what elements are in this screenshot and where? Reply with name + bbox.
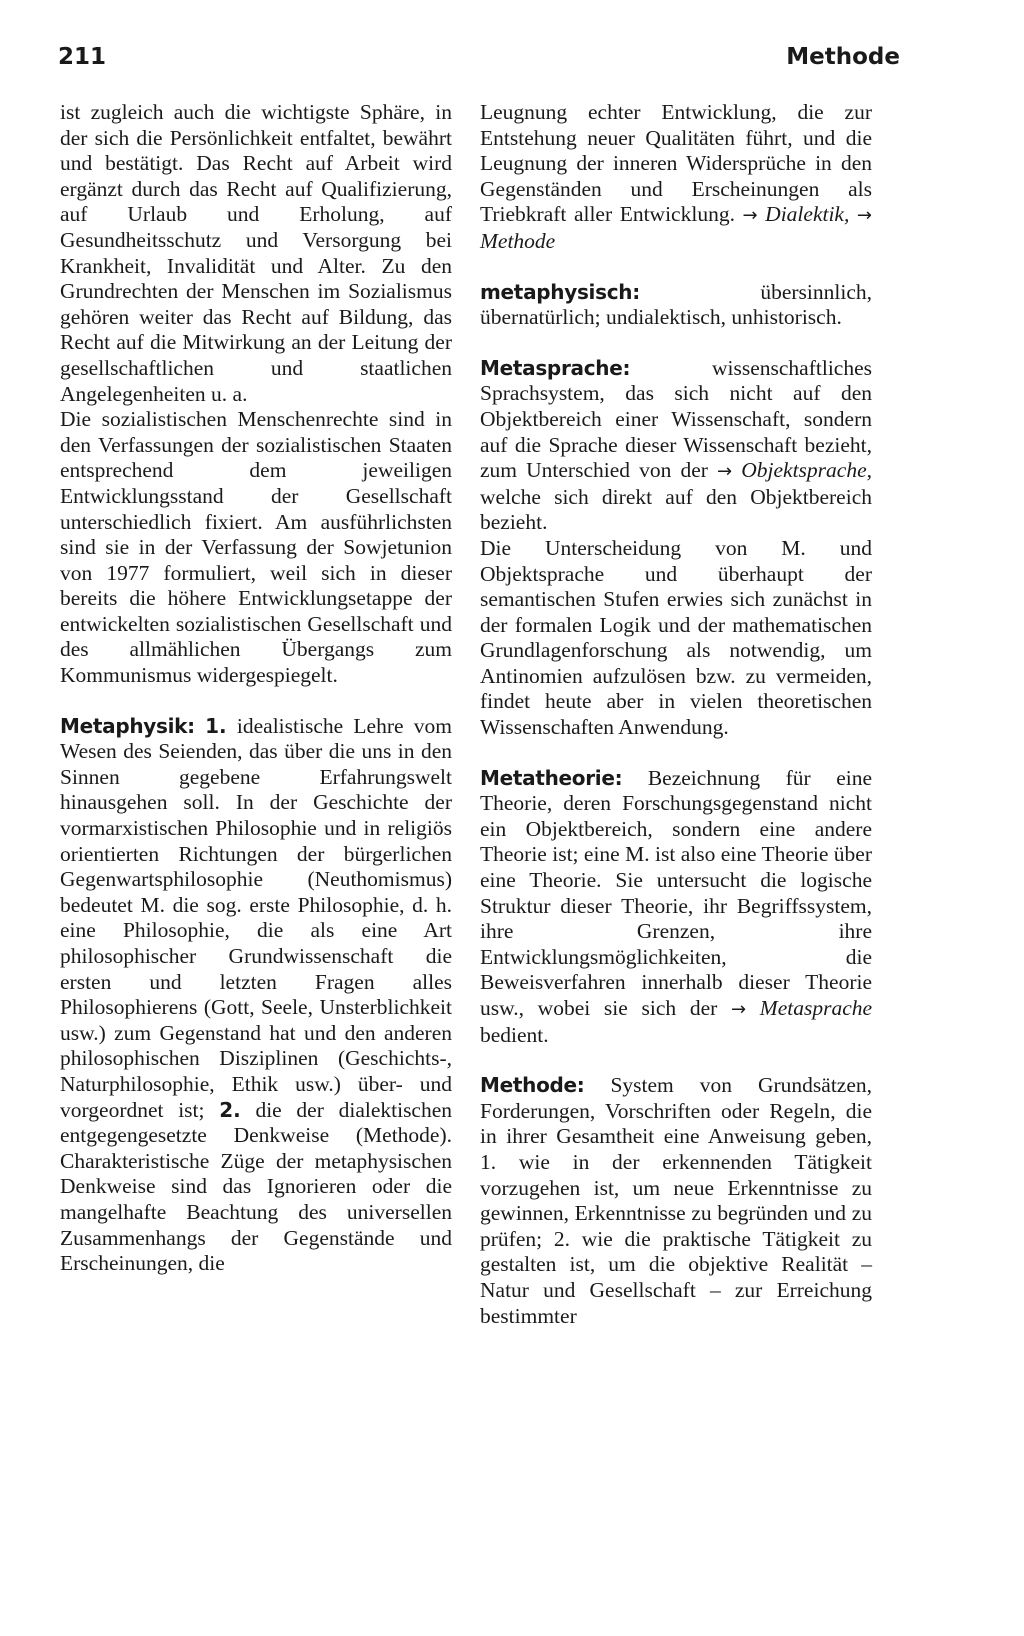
entry-text: übersinnlich, übernatürlich; undialektisch, unhistorisch. [480, 279, 872, 330]
right-column [480, 100, 872, 1329]
entry-text: welche sich direkt auf den Objektbereich bezieht. [480, 484, 872, 535]
left-column [60, 100, 452, 1277]
entry-text: die der dialektischen entgegengesetzte Denkweise (Methode). Charakteristische Züge der metaphysischen Denkweise sind das Ignorieren oder die mangelhafte Beachtung des universellen Zusammenhangs der Gegenstände und Erscheinungen, die [60, 1097, 453, 1276]
page-number: 211 [58, 44, 107, 70]
entry-metasprache [480, 356, 872, 741]
entry-text: Bezeichnung für eine Theorie, deren Forschungsgegenstand nicht ein Objektbereich, sondern eine andere Theorie ist; eine M. ist also eine Theorie über eine Theorie. Sie untersucht die logische Struktur dieser Theorie, ihr Begriffssystem, ihre Grenzen, ihre Entwicklungsmöglichkeiten, die Beweisverfahren innerhalb dieser Theorie usw., wobei sie sich der [480, 765, 872, 1020]
entry-metatheorie [480, 766, 872, 1049]
continuation-paragraph: ist zugleich auch die wichtigste Sphäre, in der sich die Persönlichkeit entfaltet, bewährt und bestätigt. Das Recht auf Arbeit wird ergänzt durch das Recht auf Qualifizierung, auf Urlaub und Erholung, auf Gesundheitsschutz und Versorgung bei Krankheit, Invalidität und Alter. Zu den Grundrechten der Menschen im Sozialismus gehören weiter das Recht auf Bildung, das Recht auf die Mitwirkung an der Leitung der gesellschaftlichen und staatlichen Angelegenheiten u. a. [60, 100, 452, 406]
entry-methode [480, 1073, 872, 1329]
entry-paragraph [480, 356, 872, 536]
continuation-paragraph [480, 100, 872, 255]
entry-text: wissenschaftliches Sprachsystem, das sich nicht auf den Objektbereich einer Wissenschaft, sondern auf die Sprache dieser Wissenschaft bezieht, zum Unterschied von der [480, 355, 872, 483]
running-head: Methode [786, 44, 900, 70]
cross-reference-arrow-icon: → [742, 205, 758, 227]
sense-number: 1. [205, 713, 227, 738]
continuation-paragraph-2: Die sozialistischen Menschenrechte sind in den Verfassungen der sozialistischen Staaten entsprechend dem jeweiligen Entwicklungsstand der Gesellschaft unterschiedlich fixiert. Am ausführlichsten sind sie in der Verfassung der Sowjetunion von 1977 formuliert, weil sich in dieser bereits die höhere Entwicklungsetappe der entwickelten sozialistischen Gesellschaft und des allmählichen Übergangs zum Kommunismus widergespiegelt. [60, 407, 452, 688]
entry-text: idealistische Lehre vom Wesen des Seienden, das über die uns in den Sinnen gegebene Erfahrungswelt hinausgehen soll. In der Geschichte der vormarxistischen Philosophie und in religiös orientierten Richtungen der bürgerlichen Gegenwartsphilosophie (Neuthomismus) bedeutet M. die sog. erste Philosophie, d. h. eine Philosophie, die als eine Art philosophischer Grundwissenschaft die ersten und letzten Fragen alles Philosophierens (Gott, Seele, Unsterblichkeit usw.) zum Gegenstand hat und den anderen philosophischen Disziplinen (Geschichts-, Naturphilosophie, Ethik usw.) über- und vorgeordnet ist; [60, 713, 453, 1122]
sense-number: 2. [219, 1097, 241, 1122]
cross-reference-link[interactable]: Methode [480, 228, 556, 253]
entry-metaphysik [60, 714, 452, 1277]
cross-reference-link[interactable]: Dialektik, [765, 202, 850, 227]
entry-term: Metatheorie: [480, 765, 623, 790]
entry-term: Methode: [480, 1073, 585, 1098]
cross-reference-link[interactable]: Objektsprache, [741, 458, 872, 483]
entry-metaphysisch [480, 280, 872, 331]
page-header [58, 44, 900, 80]
cross-reference-arrow-icon: → [856, 205, 873, 227]
entry-text: bedient. [480, 1022, 549, 1047]
entry-term: Metasprache: [480, 355, 631, 380]
entry-text: System von Grundsätzen, Forderungen, Vorschriften oder Regeln, die in ihrer Gesamtheit eine Anweisung geben, 1. wie in der erkennenden Tätigkeit vorzugehen ist, um neue Erkenntnisse zu gewinnen, Erkenntnisse zu begründen und zu prüfen; 2. wie die praktische Tätigkeit zu gestalten ist, um die objektive Realität – Natur und Gesellschaft – zur Erreichung bestimmter [480, 1073, 872, 1328]
entry-term: Metaphysik: [60, 713, 195, 738]
continuation-text: Leugnung echter Entwicklung, die zur Entstehung neuer Qualitäten führt, und die Leugnung der inneren Widersprüche in den Gegenständen und Erscheinungen als Triebkraft aller Entwicklung. [480, 100, 872, 227]
cross-reference-arrow-icon: → [717, 461, 733, 483]
entry-term: metaphysisch: [480, 279, 640, 304]
entry-paragraph: Die Unterscheidung von M. und Objektsprache und überhaupt der semantischen Stufen erwies sich zunächst in der formalen Logik und der mathematischen Grundlagenforschung als notwendig, um Antinomien aufzulösen bzw. zu vermeiden, findet heute aber in vielen theoretischen Wissenschaften Anwendung. [480, 535, 872, 740]
cross-reference-arrow-icon: → [730, 999, 747, 1020]
cross-reference-link[interactable]: Metasprache [759, 996, 873, 1020]
